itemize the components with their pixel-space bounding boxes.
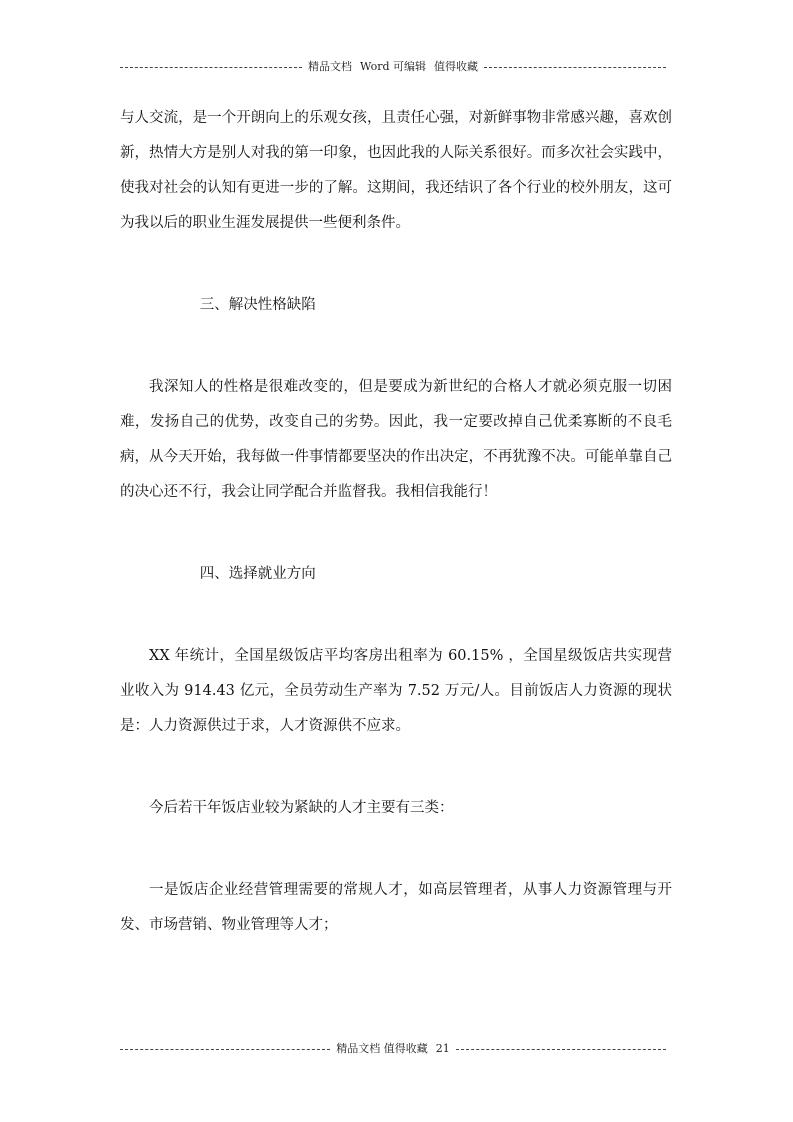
footer-dash-left — [120, 1042, 330, 1056]
paragraph-statistics: XX 年统计，全国星级饭店平均客房出租率为 60.15% ，全国星级饭店共实现营业收入为 914.43 亿元，全员劳动生产率为 7.52 万元/人。目前饭店人力资源的现状是：人力资源供过于求，人才资源供不应求。 — [120, 648, 672, 734]
paragraph-talent-first: 一是饭店企业经营管理需要的常规人才，如高层管理者，从事人力资源管理与开发、市场营销、物业管理等人才； — [120, 882, 672, 933]
page-number: 21 — [435, 1042, 450, 1055]
header-label-2: Word 可编辑 — [360, 60, 426, 73]
page-footer — [120, 1042, 666, 1056]
header-label-1: 精品文档 — [308, 60, 353, 73]
header-dash-left — [120, 60, 302, 74]
paragraph-intro: 与人交流，是一个开朗向上的乐观女孩，且责任心强，对新鲜事物非常感兴趣，喜欢创新，热情大方是别人对我的第一印象，也因此我的人际关系很好。而多次社会实践中，使我对社会的认知有更进一步的了解。这期间，我还结识了各个行业的校外朋友，这可为我以后的职业生涯发展提供一些便利条件。 — [120, 110, 672, 231]
footer-label: 精品文档 值得收藏 — [336, 1042, 428, 1055]
header-label-3: 值得收藏 — [434, 60, 478, 73]
section-heading-4: 四、选择就业方向 — [199, 566, 316, 582]
page-header — [120, 60, 666, 74]
paragraph-personality: 我深知人的性格是很难改变的，但是要成为新世纪的合格人才就必须克服一切困难，发扬自己的优势，改变自己的劣势。因此，我一定要改掉自己优柔寡断的不良毛病，从今天开始，我每做一件事情都要坚决的作出决定，不再犹豫不决。可能单靠自己的决心还不行，我会让同学配合并监督我。我相信我能行！ — [120, 379, 672, 500]
header-text — [302, 60, 484, 74]
paragraph-talent-types: 今后若干年饭店业较为紧缺的人才主要有三类： — [149, 800, 454, 816]
document-body — [120, 101, 672, 943]
section-heading-3: 三、解决性格缺陷 — [199, 297, 316, 313]
footer-text — [330, 1042, 456, 1056]
footer-dash-right — [456, 1042, 666, 1056]
header-dash-right — [484, 60, 666, 74]
